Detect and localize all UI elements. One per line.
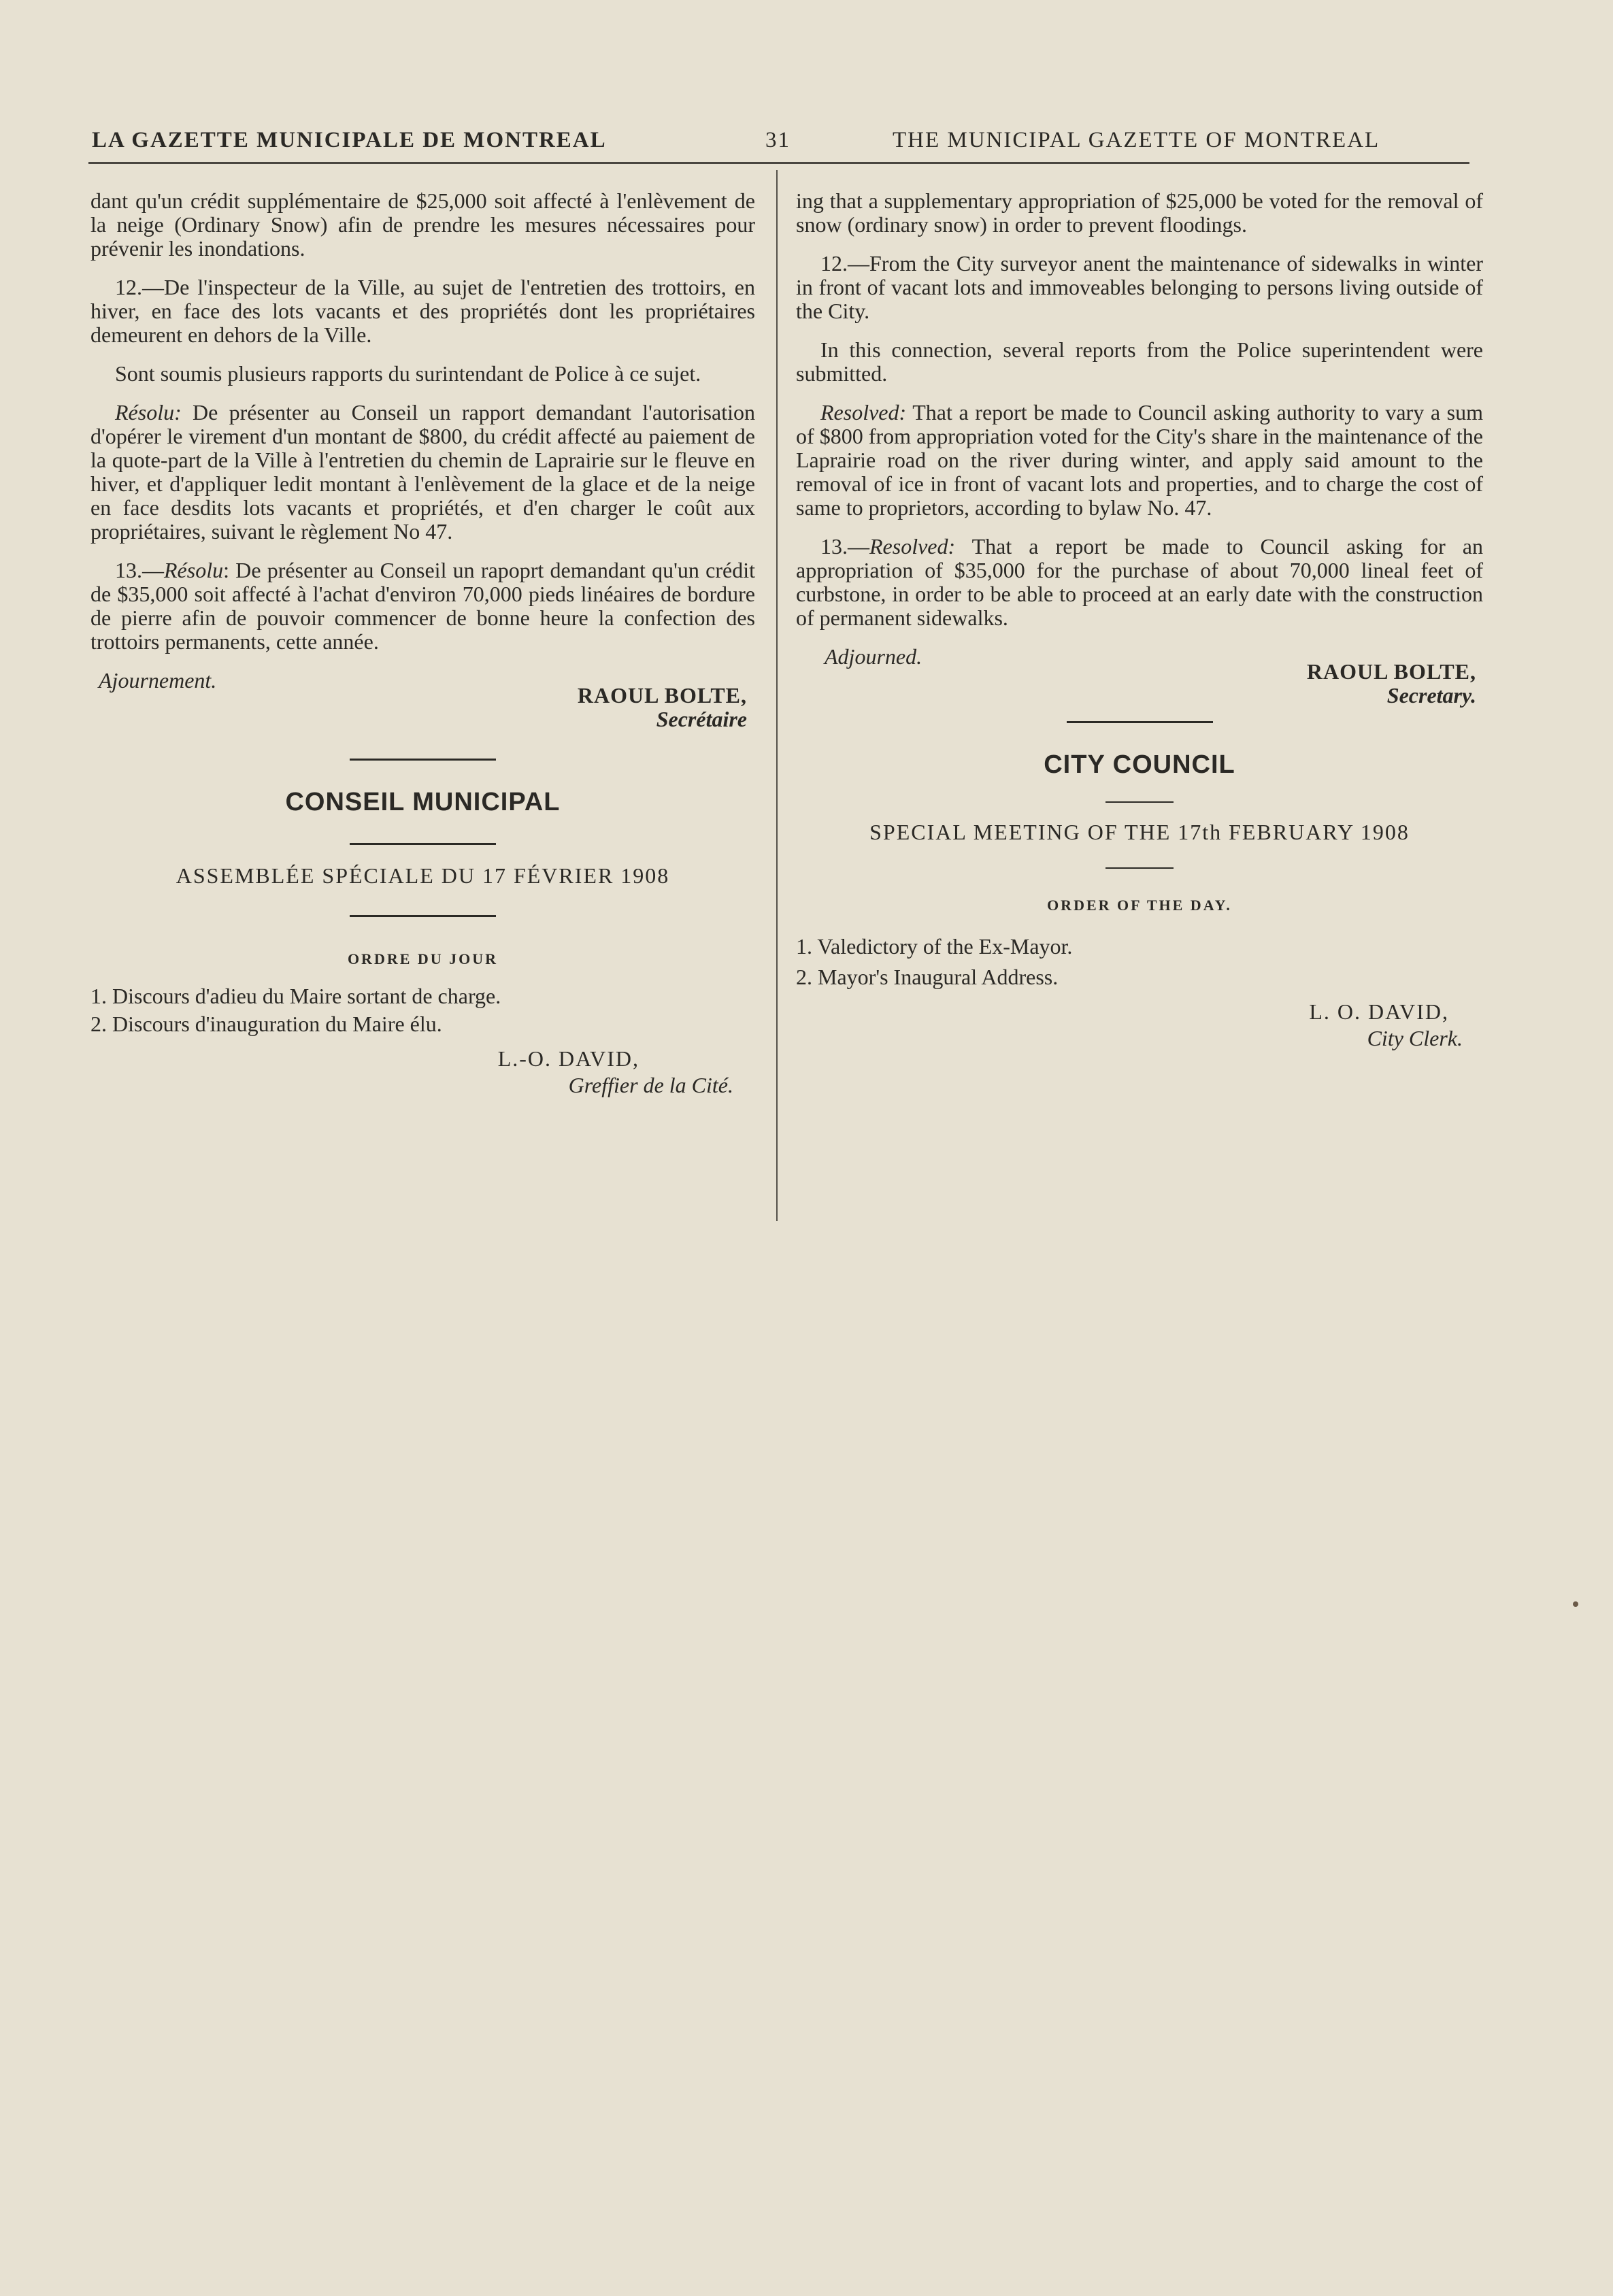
paragraph-resolution (796, 401, 1483, 520)
council-title: CONSEIL MUNICIPAL (285, 788, 561, 816)
signature-block (1307, 660, 1483, 708)
running-head-french: LA GAZETTE MUNICIPALE DE MONTREAL (92, 128, 607, 152)
item-12: 12.—From the City surveyor anent the maintenance of sidewalks in winter in front of vacant lots and immoveables belonging to persons living outside of the City. (796, 251, 1483, 323)
item-13-number: 13.— (820, 534, 869, 559)
signature-block (578, 684, 755, 731)
order-item: 1. Discours d'adieu du Maire sortant de charge. (90, 984, 501, 1008)
signature-title: Secrétaire (656, 707, 747, 731)
section-divider (1067, 721, 1213, 723)
meeting-title: SPECIAL MEETING OF THE 17th FEBRUARY 1908 (869, 820, 1410, 844)
clerk-name: L.-O. DAVID, (497, 1046, 639, 1071)
paragraph-credit: dant qu'un crédit supplémentaire de $25,000 soit affecté à l'enlèvement de la neige (Ordinary Snow) afin de prendre les mesures nécessaires pour prévenir les inondations. (90, 188, 755, 261)
council-title: CITY COUNCIL (1044, 750, 1235, 779)
signature-name: RAOUL BOLTE, (1306, 659, 1476, 684)
header-rule (88, 162, 1469, 164)
closing-block (90, 669, 755, 731)
order-item: 2. Discours d'inauguration du Maire élu. (90, 1012, 442, 1036)
item-13-label: Resolved: (869, 534, 956, 559)
french-column (90, 189, 755, 1097)
adjournment: Ajournement. (99, 668, 217, 693)
order-item: 1. Valedictory of the Ex-Mayor. (796, 934, 1073, 959)
signature-name: RAOUL BOLTE, (577, 683, 747, 708)
title-rule (1105, 801, 1174, 803)
column-divider (776, 170, 778, 1221)
title-rule (350, 843, 496, 845)
section-divider (350, 759, 496, 761)
item-13-number: 13.— (115, 558, 164, 582)
resolution-text: De présenter au Conseil un rapport demandant l'autorisation d'opérer le virement d'un montant de $800, du crédit affecté au paiement de la quote-part de la Ville à l'entretien du chemin de Laprairie sur le fleuve en hiver, et d'appliquer ledit montant à l'enlèvement de la glace et de la neige en face desdits lots vacants et propriétés, et d'en charger le coût aux propriétaires, suivant le règlement No 47. (90, 400, 755, 544)
order-item: 2. Mayor's Inaugural Address. (796, 965, 1059, 989)
meeting-rule (1105, 867, 1174, 869)
meeting-rule (350, 915, 496, 917)
paragraph-credit: ing that a supplementary appropriation of $25,000 be voted for the removal of snow (ordinary snow) in order to prevent floodings. (796, 188, 1483, 237)
resolution-text: That a report be made to Council asking authority to vary a sum of $800 from appropriation voted for the City's share in the maintenance of the Laprairie road on the river during winter, and apply said amount to the removal of ice in front of vacant lots and properties, and to charge the cost of same to proprietors, according to bylaw No. 47. (796, 400, 1483, 520)
paragraph-reports: In this connection, several reports from the Police superintendent were submitted. (796, 337, 1483, 386)
clerk-name: L. O. DAVID, (1309, 999, 1449, 1024)
clerk-title: Greffier de la Cité. (568, 1073, 733, 1097)
paragraph-reports: Sont soumis plusieurs rapports du surintendant de Police à ce sujet. (115, 361, 701, 386)
paragraph-resolution (90, 401, 755, 544)
item-13-label: Résolu (164, 558, 224, 582)
clerk-title: City Clerk. (1367, 1026, 1463, 1050)
adjournment: Adjourned. (825, 644, 922, 669)
closing-block (796, 645, 1483, 708)
item-13-text: : De présenter au Conseil un rapoprt demandant qu'un crédit de $35,000 soit affecté à l'achat d'environ 70,000 pieds linéaires de bordure de pierre afin de pouvoir commencer de bonne heure la confection des trottoirs permanents, cette année. (90, 558, 755, 654)
running-head-english: THE MUNICIPAL GAZETTE OF MONTREAL (893, 128, 1380, 152)
meeting-title: ASSEMBLÉE SPÉCIALE DU 17 FÉVRIER 1908 (176, 863, 670, 888)
resolution-label: Résolu: (115, 400, 182, 425)
item-13-text: That a report be made to Council asking for an appropriation of $35,000 for the purchase of about 70,000 lineal feet of curbstone, in order to be able to proceed at an early date with the construction of permanent sidewalks. (796, 534, 1483, 630)
paper-speck (1573, 1601, 1578, 1607)
item-12: 12.—De l'inspecteur de la Ville, au sujet de l'entretien des trottoirs, en hiver, en face des lots vacants et des propriétés dont les propriétaires demeurent en dehors de la Ville. (90, 275, 755, 347)
item-13 (90, 559, 755, 654)
order-heading: ORDER OF THE DAY. (1047, 897, 1232, 914)
order-heading: ORDRE DU JOUR (347, 950, 499, 967)
english-column (796, 189, 1483, 1050)
item-13 (796, 535, 1483, 630)
resolution-label: Resolved: (820, 400, 907, 425)
signature-title: Secretary. (1386, 683, 1476, 708)
page-number: 31 (765, 128, 791, 152)
